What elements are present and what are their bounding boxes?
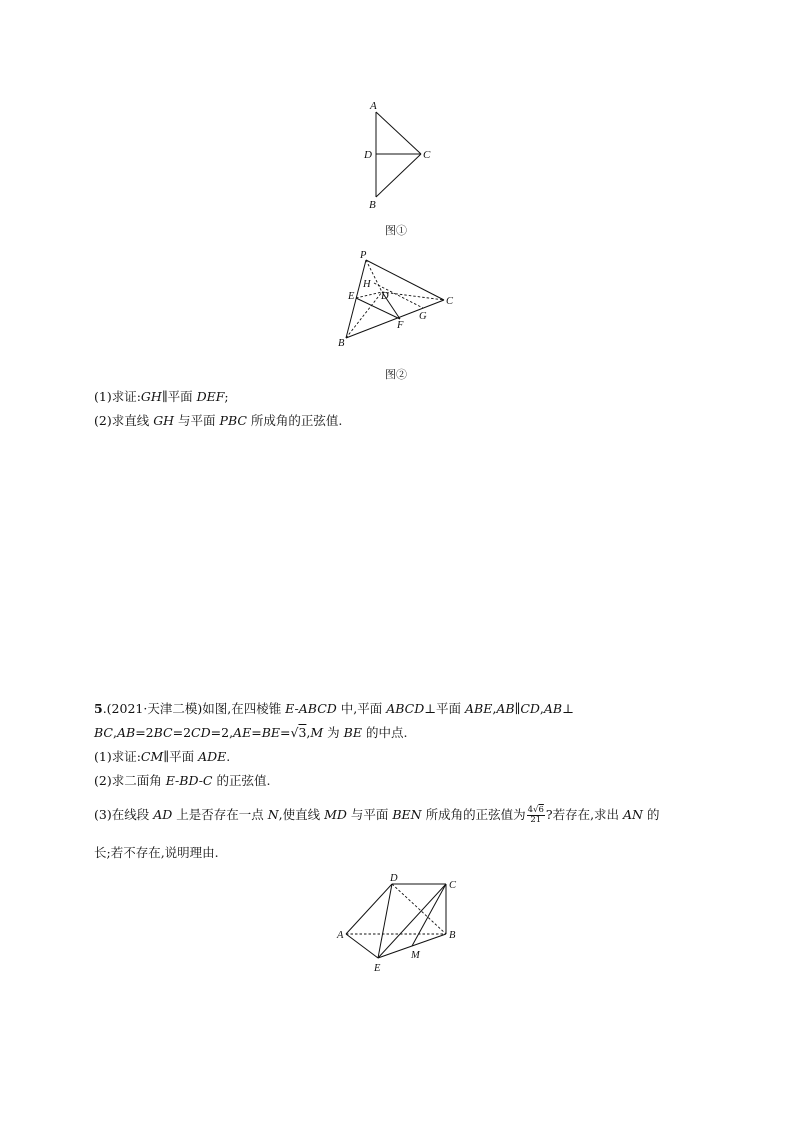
- edge-ae: [346, 934, 378, 958]
- problem-5-stem-line-2: BC,AB=2BC=2CD=2,AE=BE=√3,M 为 BE 的中点.: [94, 725, 408, 740]
- edge-pc: [366, 260, 444, 300]
- label-c: C: [449, 880, 457, 891]
- edge-de: [378, 884, 392, 958]
- label-b: B: [338, 338, 345, 349]
- edge-db: [392, 884, 446, 934]
- label-d: D: [364, 149, 372, 161]
- segment-bc: [376, 154, 421, 197]
- label-a: A: [370, 100, 377, 112]
- label-m: M: [411, 950, 420, 961]
- label-d: D: [390, 873, 398, 884]
- sqrt-sign: √: [290, 725, 299, 740]
- problem-4-question-1: (1)求证:GH∥平面 DEF;: [94, 389, 229, 404]
- problem-5-question-3-line-2: 长;若不存在,说明理由.: [94, 845, 219, 860]
- label-b: B: [369, 199, 376, 211]
- figure-2: [330, 246, 460, 352]
- figure-2-caption: 图②: [385, 368, 407, 381]
- problem-5-question-1: (1)求证:CM∥平面 ADE.: [94, 749, 231, 764]
- problem-5-question-2: (2)求二面角 E-BD-C 的正弦值.: [94, 773, 271, 788]
- label-g: G: [419, 311, 427, 322]
- label-p: P: [360, 250, 367, 261]
- figure-3: [330, 870, 470, 980]
- label-f: F: [397, 320, 404, 331]
- figure-1: [355, 96, 455, 212]
- fraction: $\frac{4√6}{21}$: [527, 805, 544, 825]
- edge-ad: [346, 884, 392, 934]
- label-a: A: [337, 930, 344, 941]
- segment-ac: [376, 112, 421, 154]
- label-c: C: [423, 149, 431, 161]
- label-b: B: [449, 930, 456, 941]
- problem-5-question-3: (3)在线段 AD 上是否存在一点 N,使直线 MD 与平面 BEN 所成角的正弦值为 $\frac{4√6}{21}$ ?若存在,求出 AN 的: [94, 805, 660, 825]
- label-e: E: [374, 963, 381, 974]
- problem-5-stem-line-1: 5.(2021·天津二模)如图,在四棱锥 E-ABCD 中,平面 ABCD⊥平面 ABE,AB∥CD,AB⊥: [94, 701, 574, 716]
- edge-ce: [378, 884, 446, 958]
- label-e: E: [348, 291, 355, 302]
- edge-dc: [382, 292, 444, 300]
- problem-4-question-2: (2)求直线 GH 与平面 PBC 所成角的正弦值.: [94, 413, 343, 428]
- label-c: C: [446, 296, 454, 307]
- label-h: H: [363, 279, 371, 290]
- label-d: D: [381, 291, 389, 302]
- figure-1-caption: 图①: [385, 224, 407, 237]
